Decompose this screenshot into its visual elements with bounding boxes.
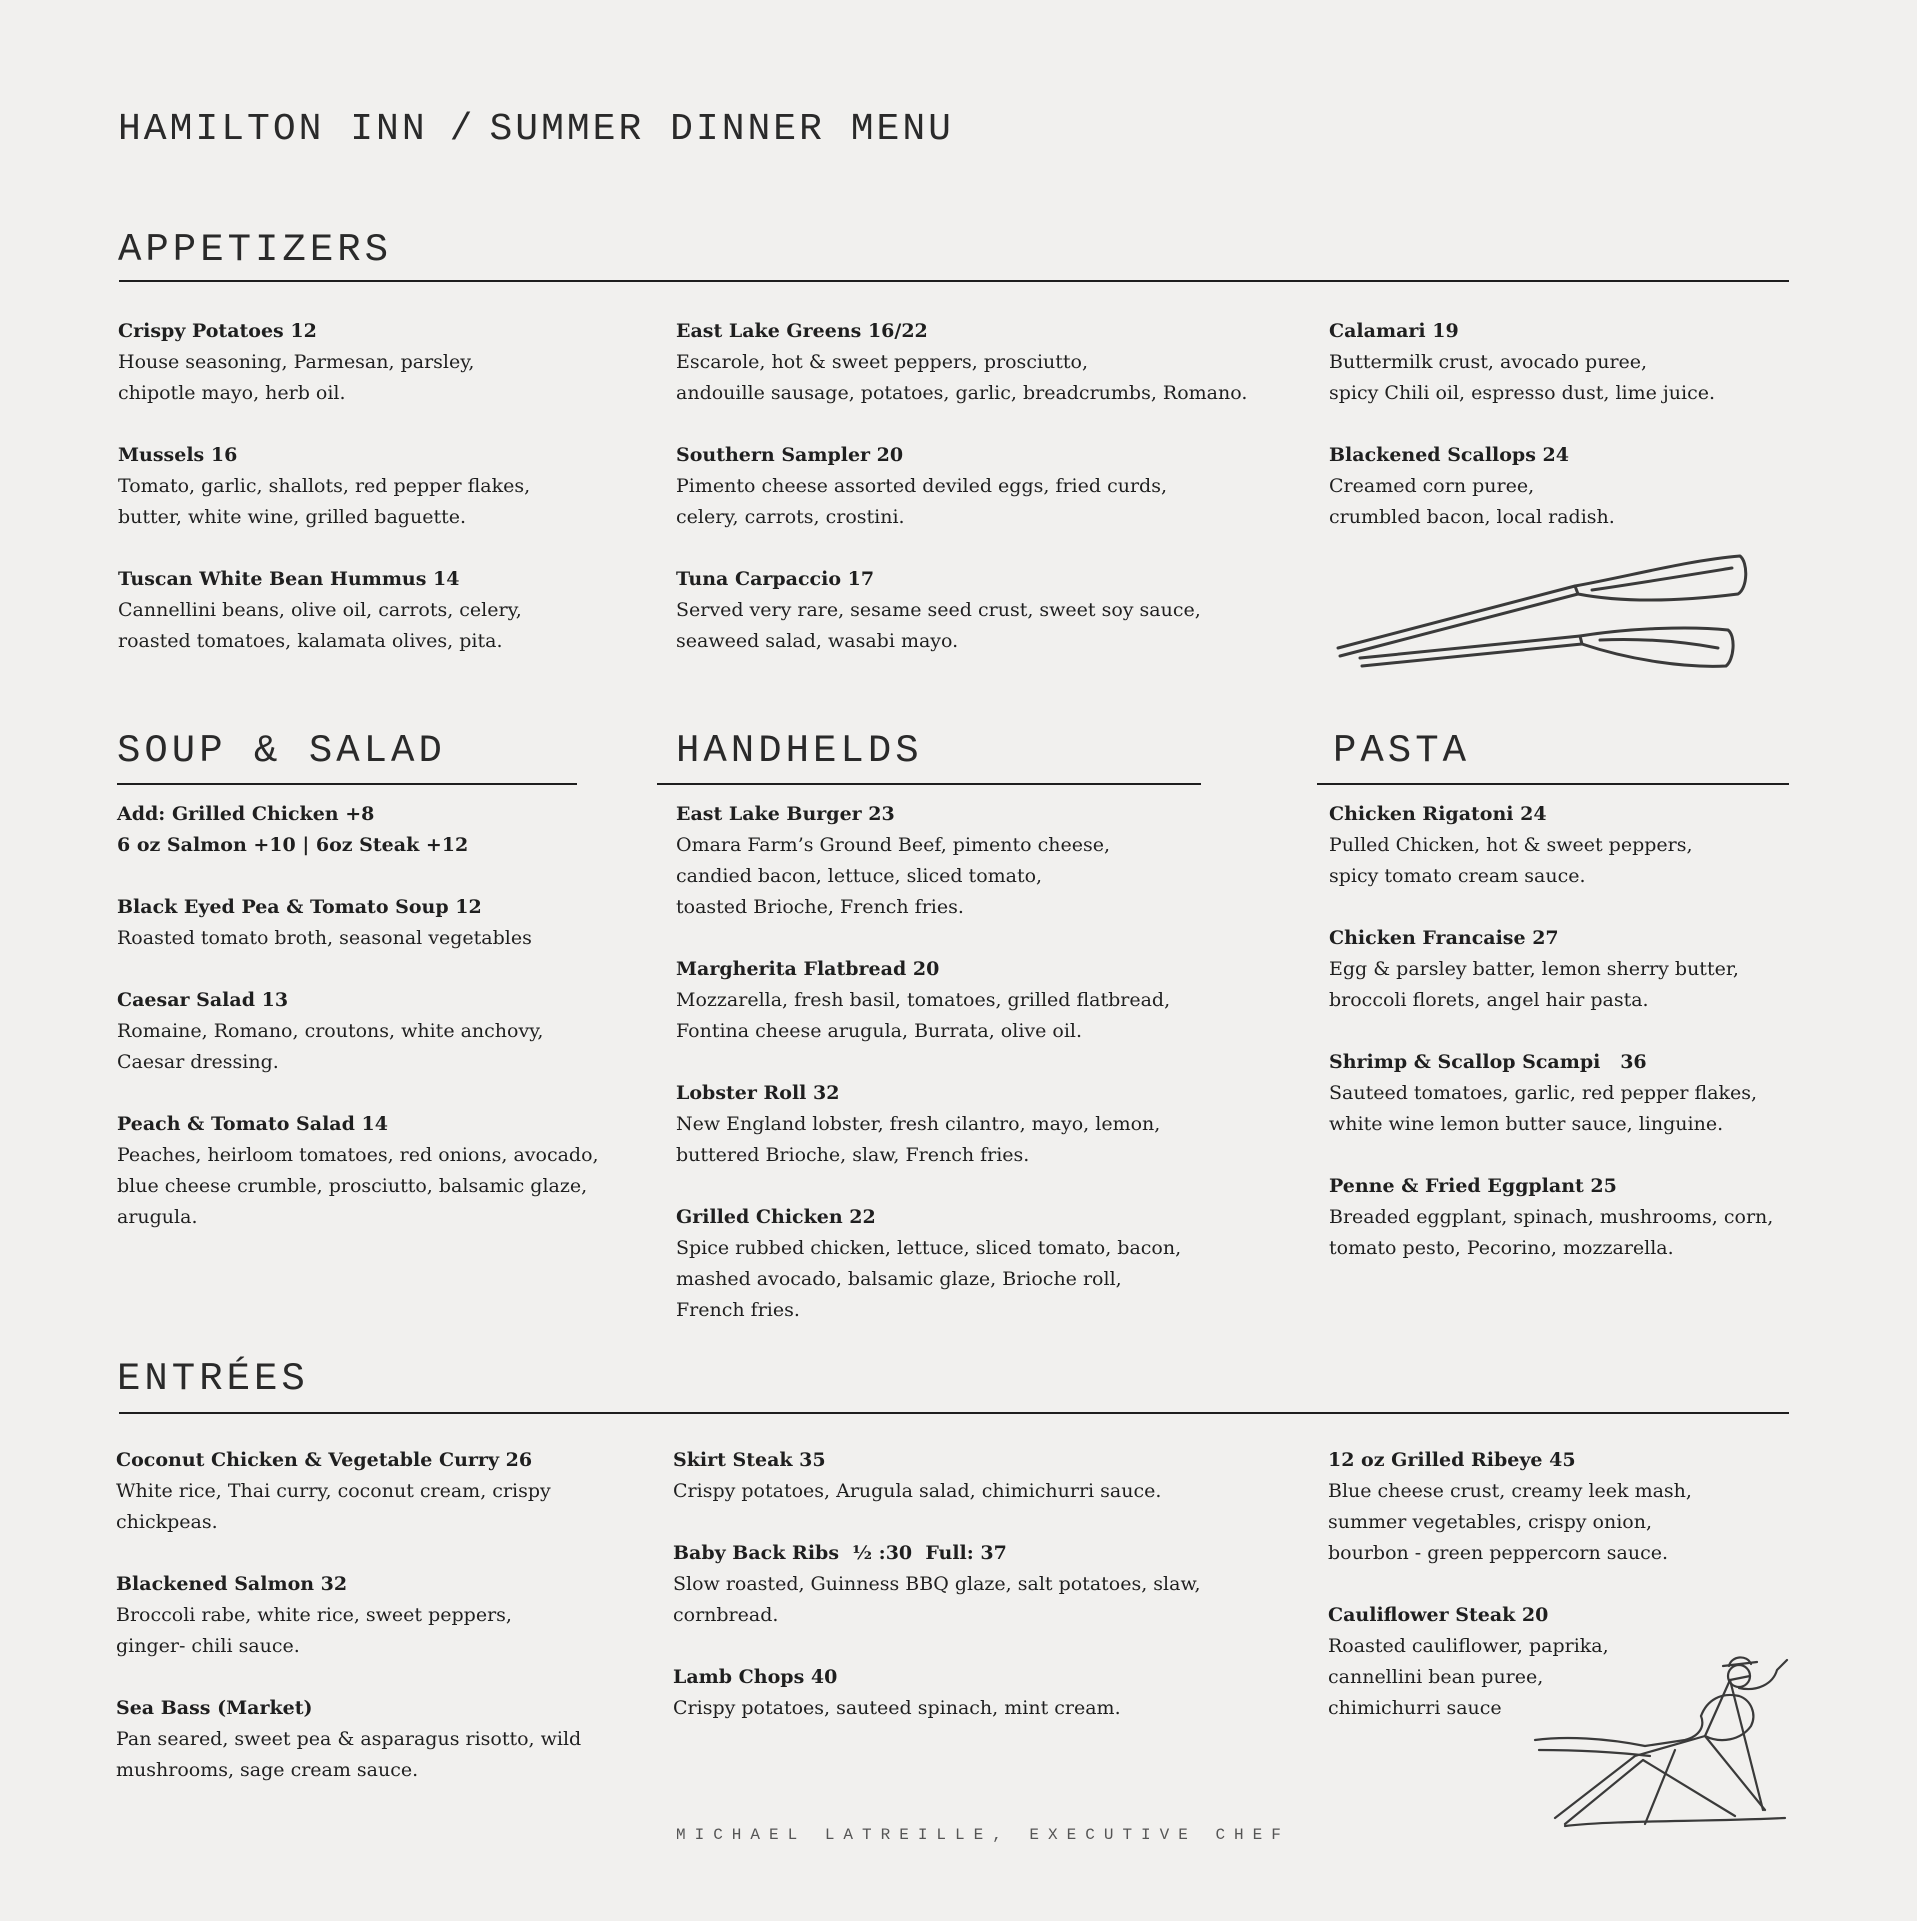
menu-item xyxy=(676,799,1181,923)
handhelds-column xyxy=(676,799,1181,1357)
appetizers-divider xyxy=(119,280,1789,282)
item-name: 12 oz Grilled Ribeye 45 xyxy=(1328,1449,1576,1471)
item-name: Grilled Chicken 22 xyxy=(676,1206,876,1228)
menu-item xyxy=(117,985,599,1078)
item-description: White rice, Thai curry, coconut cream, crispy chickpeas. xyxy=(116,1480,551,1533)
item-name: Calamari 19 xyxy=(1329,320,1459,342)
appetizers-column-3 xyxy=(1329,316,1715,564)
item-name: Sea Bass (Market) xyxy=(116,1697,313,1719)
menu-item xyxy=(676,564,1247,657)
item-description: Creamed corn puree, crumbled bacon, local radish. xyxy=(1329,475,1615,528)
item-name: Penne & Fried Eggplant 25 xyxy=(1329,1175,1617,1197)
item-name: Tuna Carpaccio 17 xyxy=(676,568,875,590)
menu-item xyxy=(1329,799,1773,892)
menu-item xyxy=(676,1078,1181,1171)
chef-credit: MICHAEL LATREILLE, EXECUTIVE CHEF xyxy=(676,1826,1290,1844)
item-description: Peaches, heirloom tomatoes, red onions, avocado, blue cheese crumble, prosciutto, balsamic glaze, arugula. xyxy=(117,1144,599,1228)
menu-item xyxy=(676,1202,1181,1326)
pasta-divider xyxy=(1317,783,1789,785)
item-description: Roasted cauliflower, paprika, cannellini bean puree, chimichurri sauce xyxy=(1328,1635,1609,1719)
menu-item xyxy=(117,1109,599,1233)
entrees-heading: ENTRÉES xyxy=(117,1357,309,1401)
item-description: Egg & parsley batter, lemon sherry butter, broccoli florets, angel hair pasta. xyxy=(1329,958,1739,1011)
menu-item xyxy=(118,564,530,657)
item-description: Omara Farm’s Ground Beef, pimento cheese, candied bacon, lettuce, sliced tomato, toasted Brioche, French fries. xyxy=(676,834,1111,918)
inn-name: HAMILTON INN xyxy=(118,108,428,151)
menu-item xyxy=(1329,440,1715,533)
menu-item xyxy=(118,440,530,533)
item-name: Baby Back Ribs ½ :30 Full: 37 xyxy=(673,1542,1007,1564)
item-description: Sauteed tomatoes, garlic, red pepper flakes, white wine lemon butter sauce, linguine. xyxy=(1329,1082,1758,1135)
item-description: House seasoning, Parmesan, parsley, chipotle mayo, herb oil. xyxy=(118,351,475,404)
item-name: Margherita Flatbread 20 xyxy=(676,958,940,980)
menu-name: SUMMER DINNER MENU xyxy=(489,108,954,151)
lounge-chair-man-illustration xyxy=(1525,1640,1825,1830)
menu-item xyxy=(673,1538,1201,1631)
item-description: Pimento cheese assorted deviled eggs, fried curds, celery, carrots, crostini. xyxy=(676,475,1167,528)
menu-item xyxy=(1329,1047,1773,1140)
handhelds-heading: HANDHELDS xyxy=(676,729,923,773)
menu-item xyxy=(116,1693,581,1786)
item-description: Crispy potatoes, sauteed spinach, mint cream. xyxy=(673,1697,1121,1719)
menu-item xyxy=(116,1445,581,1538)
menu-item xyxy=(676,316,1247,409)
soup-salad-column xyxy=(117,799,599,1264)
menu-title xyxy=(118,108,954,151)
item-description: Crispy potatoes, Arugula salad, chimichurri sauce. xyxy=(673,1480,1162,1502)
item-name: Coconut Chicken & Vegetable Curry 26 xyxy=(116,1449,533,1471)
item-description: Tomato, garlic, shallots, red pepper flakes, butter, white wine, grilled baguette. xyxy=(118,475,531,528)
entrees-divider xyxy=(119,1412,1789,1414)
item-name: Shrimp & Scallop Scampi 36 xyxy=(1329,1051,1647,1073)
item-name: Caesar Salad 13 xyxy=(117,989,289,1011)
item-name: Lamb Chops 40 xyxy=(673,1666,838,1688)
menu-item xyxy=(1329,923,1773,1016)
menu-item xyxy=(676,440,1247,533)
pasta-column xyxy=(1329,799,1773,1295)
item-name: Southern Sampler 20 xyxy=(676,444,904,466)
appetizers-column-2 xyxy=(676,316,1247,688)
item-description: Spice rubbed chicken, lettuce, sliced tomato, bacon, mashed avocado, balsamic glaze, Brioche roll, French fries. xyxy=(676,1237,1182,1321)
add-ons-line-2: 6 oz Salmon +10 | 6oz Steak +12 xyxy=(117,834,469,856)
menu-item xyxy=(1329,1171,1773,1264)
menu-item xyxy=(673,1445,1201,1507)
appetizers-column-1 xyxy=(118,316,530,688)
item-description: Served very rare, sesame seed crust, sweet soy sauce, seaweed salad, wasabi mayo. xyxy=(676,599,1201,652)
handhelds-divider xyxy=(657,783,1201,785)
title-separator: / xyxy=(449,108,476,151)
item-description: Breaded eggplant, spinach, mushrooms, corn, tomato pesto, Pecorino, mozzarella. xyxy=(1329,1206,1774,1259)
add-ons xyxy=(117,799,599,861)
item-name: Peach & Tomato Salad 14 xyxy=(117,1113,388,1135)
item-description: Buttermilk crust, avocado puree, spicy Chili oil, espresso dust, lime juice. xyxy=(1329,351,1716,404)
item-name: Tuscan White Bean Hummus 14 xyxy=(118,568,460,590)
item-name: Blackened Scallops 24 xyxy=(1329,444,1569,466)
item-description: Escarole, hot & sweet peppers, prosciutto, andouille sausage, potatoes, garlic, breadcrumbs, Romano. xyxy=(676,351,1248,404)
entrees-column-2 xyxy=(673,1445,1201,1755)
item-description: Slow roasted, Guinness BBQ glaze, salt potatoes, slaw, cornbread. xyxy=(673,1573,1201,1626)
item-description: Pan seared, sweet pea & asparagus risotto, wild mushrooms, sage cream sauce. xyxy=(116,1728,582,1781)
menu-item xyxy=(676,954,1181,1047)
item-description: Blue cheese crust, creamy leek mash, summer vegetables, crispy onion, bourbon - green peppercorn sauce. xyxy=(1328,1480,1692,1564)
item-name: Crispy Potatoes 12 xyxy=(118,320,317,342)
item-description: Pulled Chicken, hot & sweet peppers, spicy tomato cream sauce. xyxy=(1329,834,1693,887)
item-description: Broccoli rabe, white rice, sweet peppers, ginger- chili sauce. xyxy=(116,1604,512,1657)
menu-item xyxy=(116,1569,581,1662)
entrees-column-1 xyxy=(116,1445,581,1817)
item-name: Chicken Francaise 27 xyxy=(1329,927,1559,949)
menu-item xyxy=(117,892,599,954)
item-name: Cauliflower Steak 20 xyxy=(1328,1604,1549,1626)
item-name: Skirt Steak 35 xyxy=(673,1449,826,1471)
menu-item xyxy=(1328,1445,1692,1569)
item-description: Roasted tomato broth, seasonal vegetables xyxy=(117,927,532,949)
menu-item xyxy=(1329,316,1715,409)
item-description: New England lobster, fresh cilantro, mayo, lemon, buttered Brioche, slaw, French fries. xyxy=(676,1113,1161,1166)
item-name: Lobster Roll 32 xyxy=(676,1082,840,1104)
item-name: Black Eyed Pea & Tomato Soup 12 xyxy=(117,896,482,918)
add-ons-line-1: Add: Grilled Chicken +8 xyxy=(117,803,375,825)
item-name: Mussels 16 xyxy=(118,444,238,466)
item-name: East Lake Burger 23 xyxy=(676,803,895,825)
item-description: Mozzarella, fresh basil, tomatoes, grilled flatbread, Fontina cheese arugula, Burrata, olive oil. xyxy=(676,989,1171,1042)
item-name: Blackened Salmon 32 xyxy=(116,1573,348,1595)
item-name: East Lake Greens 16/22 xyxy=(676,320,928,342)
pasta-heading: PASTA xyxy=(1333,729,1471,773)
item-description: Cannellini beans, olive oil, carrots, celery, roasted tomatoes, kalamata olives, pita. xyxy=(118,599,522,652)
menu-item xyxy=(673,1662,1201,1724)
soup-salad-divider xyxy=(117,783,577,785)
soup-salad-heading: SOUP & SALAD xyxy=(117,729,446,773)
item-name: Chicken Rigatoni 24 xyxy=(1329,803,1547,825)
item-description: Romaine, Romano, croutons, white anchovy, Caesar dressing. xyxy=(117,1020,544,1073)
oars-illustration xyxy=(1330,548,1750,688)
menu-item xyxy=(118,316,530,409)
appetizers-heading: APPETIZERS xyxy=(118,228,393,272)
